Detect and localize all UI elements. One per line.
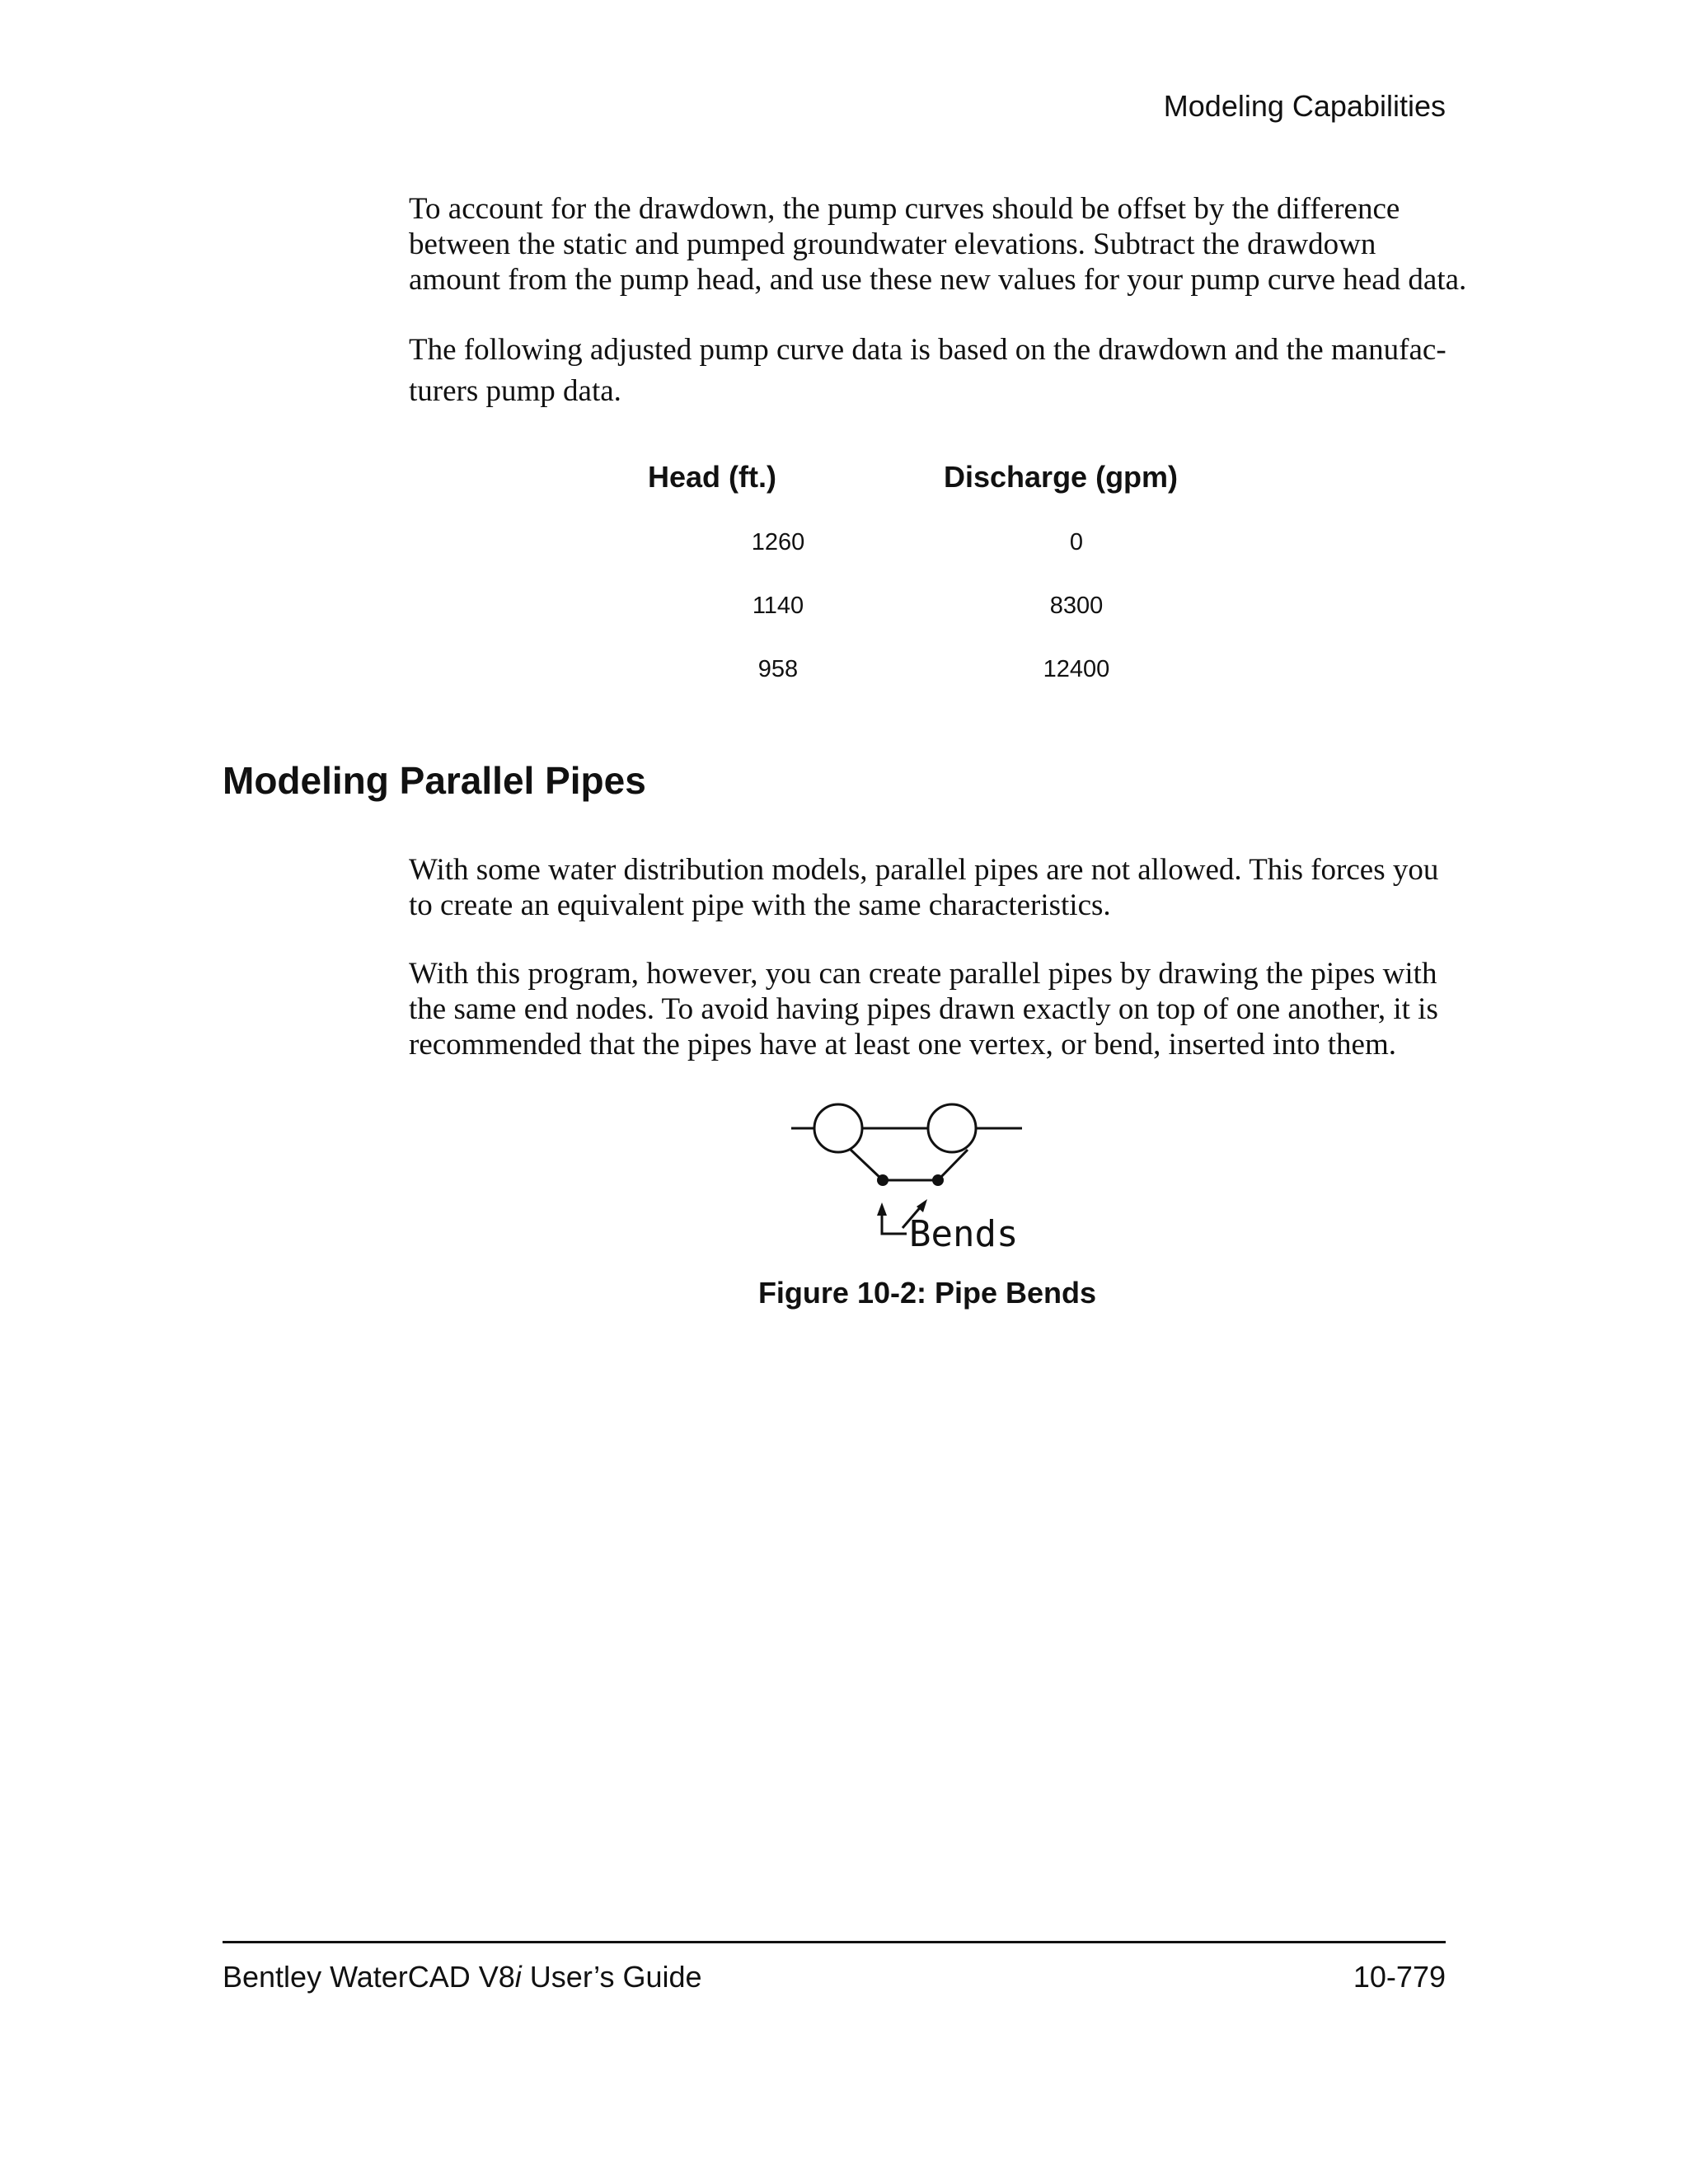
table-cell-head: 1260 [751,529,805,555]
bend-vertex-2 [932,1174,944,1186]
section-heading: Modeling Parallel Pipes [223,759,646,802]
text-line: The following adjusted pump curve data is based on the drawdown and the manufac- [409,333,1447,367]
pipe-parallel-bent [851,1150,968,1180]
text-line: amount from the pump head, and use these new values for your pump curve head data. [409,263,1467,297]
table-header-head: Head (ft.) [648,460,776,494]
table-cell-head: 1140 [752,593,804,619]
running-header: Modeling Capabilities [1163,89,1446,123]
pipe-bends-diagram [787,1092,1067,1257]
text-line: To account for the drawdown, the pump curves should be offset by the difference [409,192,1400,226]
arrow-up-icon [877,1202,887,1216]
section-paragraph-1 [409,852,1464,923]
bends-label: Bends [909,1213,1019,1255]
node-left [814,1104,862,1152]
intro-paragraph-1 [409,191,1467,298]
text-line: the same end nodes. To avoid having pipes drawn exactly on top of one another, it is [409,992,1438,1026]
text-line: between the static and pumped groundwater elevations. Subtract the drawdown [409,227,1376,261]
page-number: 10-779 [1353,1960,1446,1994]
table-cell-discharge: 0 [1069,529,1084,555]
table-header-discharge: Discharge (gpm) [944,460,1179,494]
intro-paragraph-2 [409,330,1464,412]
table-cell-discharge: 8300 [1049,593,1104,619]
figure-caption: Figure 10-2: Pipe Bends [757,1276,1097,1310]
bend-vertex-1 [877,1174,889,1186]
footer-divider [223,1941,1446,1943]
guide-title-suffix: User’s Guide [521,1960,702,1994]
text-line: With this program, however, you can create parallel pipes by drawing the pipes with [409,957,1437,991]
text-line: turers pump data. [409,374,621,408]
guide-title-italic: i [514,1960,522,1994]
guide-title-prefix: Bentley WaterCAD V8 [223,1960,515,1994]
footer-guide-title [223,1960,702,1994]
text-line: to create an equivalent pipe with the same characteristics. [409,888,1111,922]
table-cell-discharge: 12400 [1043,656,1110,682]
table-cell-head: 958 [757,656,799,682]
section-paragraph-2 [409,956,1464,1062]
pipe-bends-figure [787,1092,1067,1257]
node-right [928,1104,976,1152]
bend-pointer-line [882,1214,907,1234]
text-line: recommended that the pipes have at least one vertex, or bend, inserted into them. [409,1028,1396,1062]
text-line: With some water distribution models, parallel pipes are not allowed. This forces you [409,853,1439,887]
